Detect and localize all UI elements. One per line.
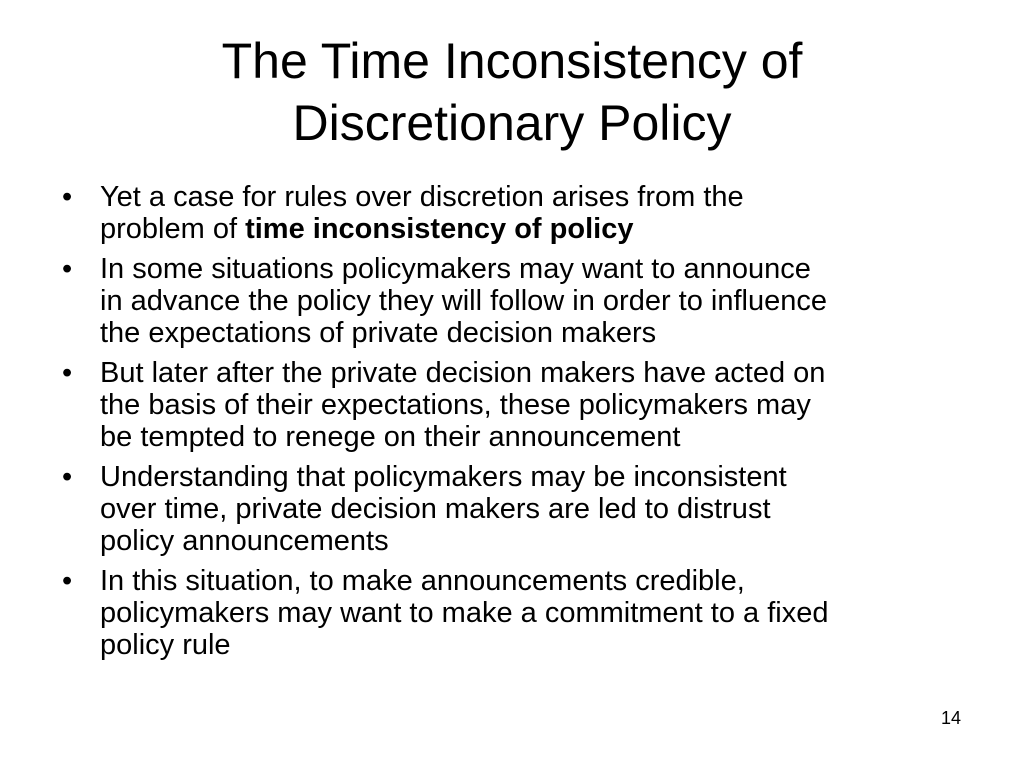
bullet-1-line-1: Yet a case for rules over discretion arises from the — [100, 181, 744, 213]
bullet-4-line-1: Understanding that policymakers may be inconsistent — [100, 461, 787, 493]
bullet-item-2 — [60, 253, 980, 349]
bullet-1-line-2-prefix: problem of — [100, 213, 246, 245]
bullet-item-4 — [60, 461, 980, 557]
bullet-4-line-3: policy announcements — [100, 525, 389, 557]
bullet-marker: • — [62, 565, 73, 597]
bullet-marker: • — [62, 181, 73, 213]
bullet-item-1 — [60, 181, 980, 245]
bullet-5-line-1: In this situation, to make announcements credible, — [100, 565, 745, 597]
slide-title — [60, 30, 964, 154]
bullet-4-line-2: over time, private decision makers are led to distrust — [100, 493, 771, 525]
bullet-3-line-2: the basis of their expectations, these policymakers may — [100, 389, 811, 421]
page-number: 14 — [940, 708, 961, 728]
bullet-2-line-1: In some situations policymakers may want to announce — [100, 253, 811, 285]
bullet-1-line-2 — [100, 213, 980, 245]
slide-title-line-1: The Time Inconsistency of — [221, 33, 803, 89]
bullet-3-line-1: But later after the private decision makers have acted on — [100, 357, 826, 389]
bullet-marker: • — [62, 253, 73, 285]
bullet-list — [60, 181, 980, 669]
bullet-3-line-3: be tempted to renege on their announcement — [100, 421, 681, 453]
bullet-item-5 — [60, 565, 980, 661]
bullet-item-3 — [60, 357, 980, 453]
bullet-5-line-3: policy rule — [100, 629, 231, 661]
bullet-marker: • — [62, 357, 73, 389]
bullet-2-line-2: in advance the policy they will follow in order to influence — [100, 285, 828, 317]
bullet-marker: • — [62, 461, 73, 493]
bullet-5-line-2: policymakers may want to make a commitment to a fixed — [100, 597, 829, 629]
bullet-1-bold-phrase: time inconsistency of policy — [245, 213, 634, 245]
bullet-2-line-3: the expectations of private decision makers — [100, 317, 657, 349]
slide-title-line-2: Discretionary Policy — [292, 95, 732, 151]
